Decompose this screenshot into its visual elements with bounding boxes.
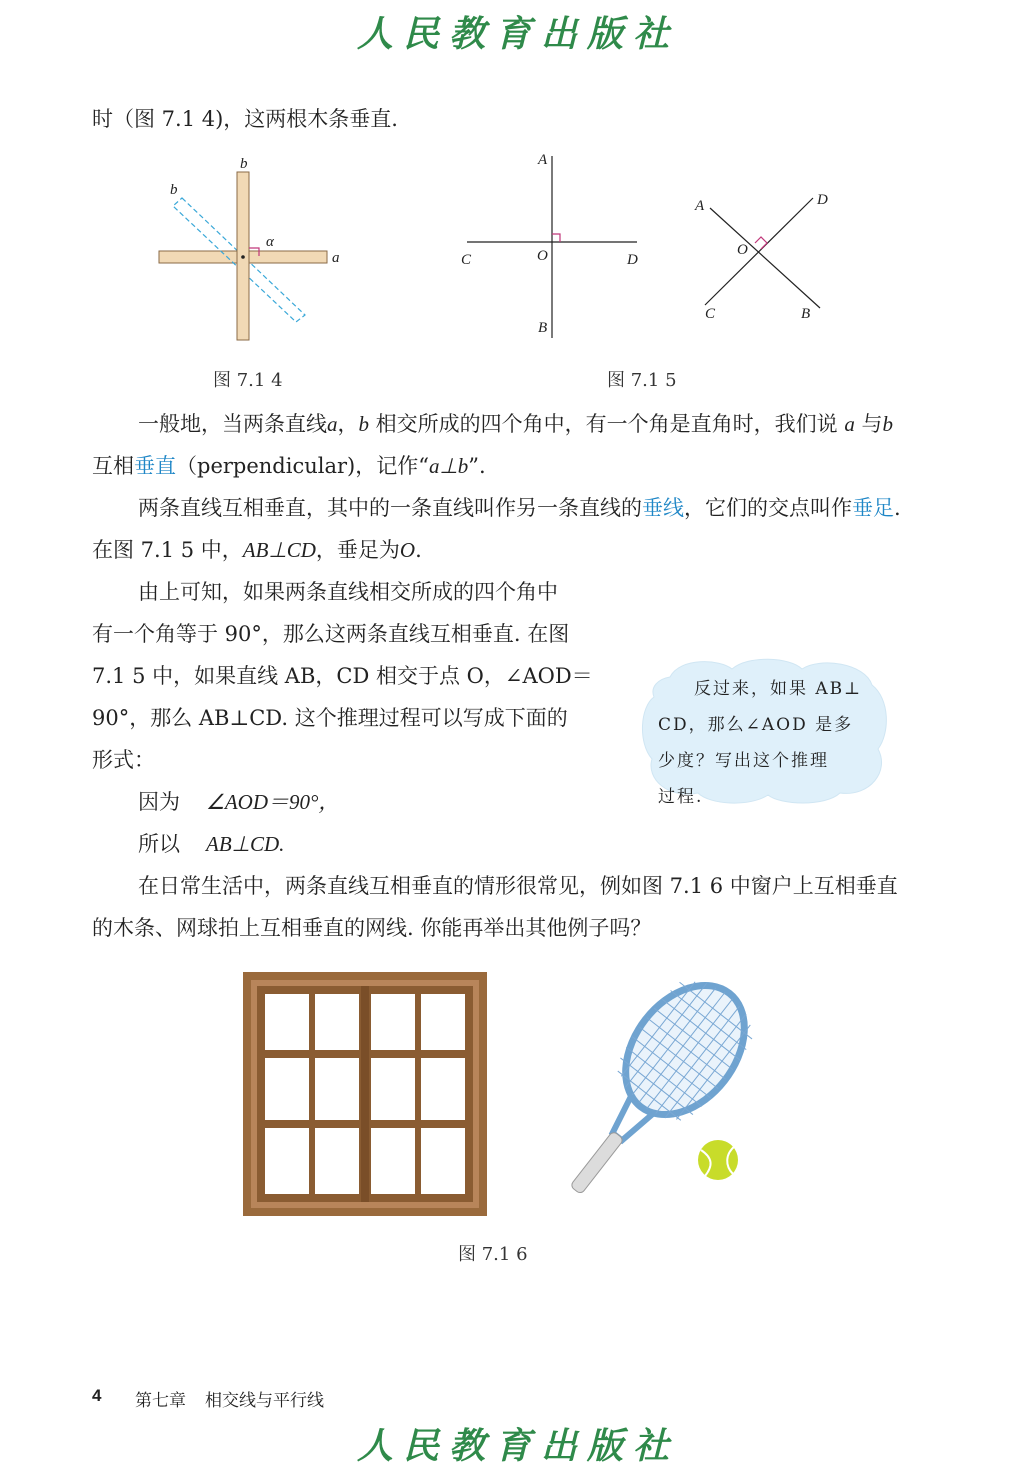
label-A: A — [538, 152, 548, 168]
because-line: 因为 ∠AOD＝90°， — [138, 790, 340, 814]
label-O: O — [537, 248, 548, 264]
chapter-title: 相交线与平行线 — [205, 1391, 324, 1411]
pivot-point — [241, 255, 245, 259]
label-b-tilt: b — [170, 182, 178, 198]
racket-head — [601, 980, 765, 1138]
label-C: C — [705, 306, 716, 322]
label-B: B — [538, 320, 548, 336]
page-number: 4 — [92, 1386, 102, 1405]
label-B: B — [801, 306, 811, 322]
text-line: 由上可知，如果两条直线相交所成的四个角中 — [138, 580, 558, 604]
figure-7-1-5-rotated — [685, 180, 845, 330]
text-line: 形式： — [92, 748, 155, 772]
therefore-line: 所以 AB⊥CD. — [138, 832, 285, 856]
perpendicular-paragraph: 两条直线互相垂直，其中的一条直线叫作另一条直线的垂线，它们的交点叫作垂足. 在图 7.1 5 中，AB⊥CD，垂足为O. — [92, 496, 901, 562]
tennis-racket-illustration — [565, 980, 765, 1205]
keyword-perpendicular-line: 垂线 — [642, 496, 684, 520]
publisher-logo: 人民教育出版社 — [356, 13, 679, 55]
label-D: D — [817, 192, 828, 208]
keyword-foot: 垂足 — [852, 496, 894, 520]
right-angle-mark — [755, 237, 767, 249]
label-alpha: α — [266, 234, 274, 250]
label-b-top: b — [240, 156, 248, 172]
chapter-label: 第七章 — [135, 1391, 186, 1411]
caption-fig-7-1-5: 图 7.1 5 — [607, 370, 677, 391]
label-O: O — [737, 242, 748, 258]
keyword-perpendicular: 垂直 — [134, 454, 176, 478]
line-cd — [705, 198, 813, 305]
publisher-logo-footer: 人民教育出版社 — [356, 1425, 679, 1467]
figure-7-1-5-upright — [455, 148, 655, 343]
label-C: C — [461, 252, 472, 268]
definition-paragraph: 一般地，当两条直线a，b 相交所成的四个角中，有一个角是直角时，我们说 a 与b 互相垂直（perpendicular)，记作“a⊥b”. — [92, 412, 894, 478]
label-A: A — [695, 198, 705, 214]
bubble-text: 反过来，如果 AB⊥ CD，那么∠AOD 是多 少度？写出这个推理 过程. — [658, 679, 863, 807]
line-ab — [710, 208, 820, 308]
caption-fig-7-1-4: 图 7.1 4 — [213, 370, 283, 391]
caption-fig-7-1-6: 图 7.1 6 — [458, 1244, 528, 1265]
daily-life-paragraph: 在日常生活中，两条直线互相垂直的情形很常见，例如图 7.1 6 中窗户上互相垂直的木条、网球拍上互相垂直的网线. 你能再举出其他例子吗？ — [92, 874, 898, 940]
label-D: D — [627, 252, 638, 268]
text-line: 90°，那么 AB⊥CD. 这个推理过程可以写成下面的 — [92, 706, 568, 730]
label-a: a — [332, 250, 340, 266]
thought-bubble — [640, 655, 890, 805]
text-line: 7.1 5 中，如果直线 AB，CD 相交于点 O，∠AOD＝ — [92, 664, 593, 688]
right-angle-mark — [552, 234, 560, 242]
text-line: 时（图 7.1 4)，这两根木条垂直. — [92, 107, 398, 131]
racket-handle — [570, 1131, 624, 1195]
text-line: 有一个角等于 90°，那么这两条直线互相垂直. 在图 — [92, 622, 570, 646]
figure-7-1-4 — [150, 150, 360, 345]
reasoning-paragraph — [92, 571, 632, 781]
window-illustration — [243, 972, 487, 1216]
